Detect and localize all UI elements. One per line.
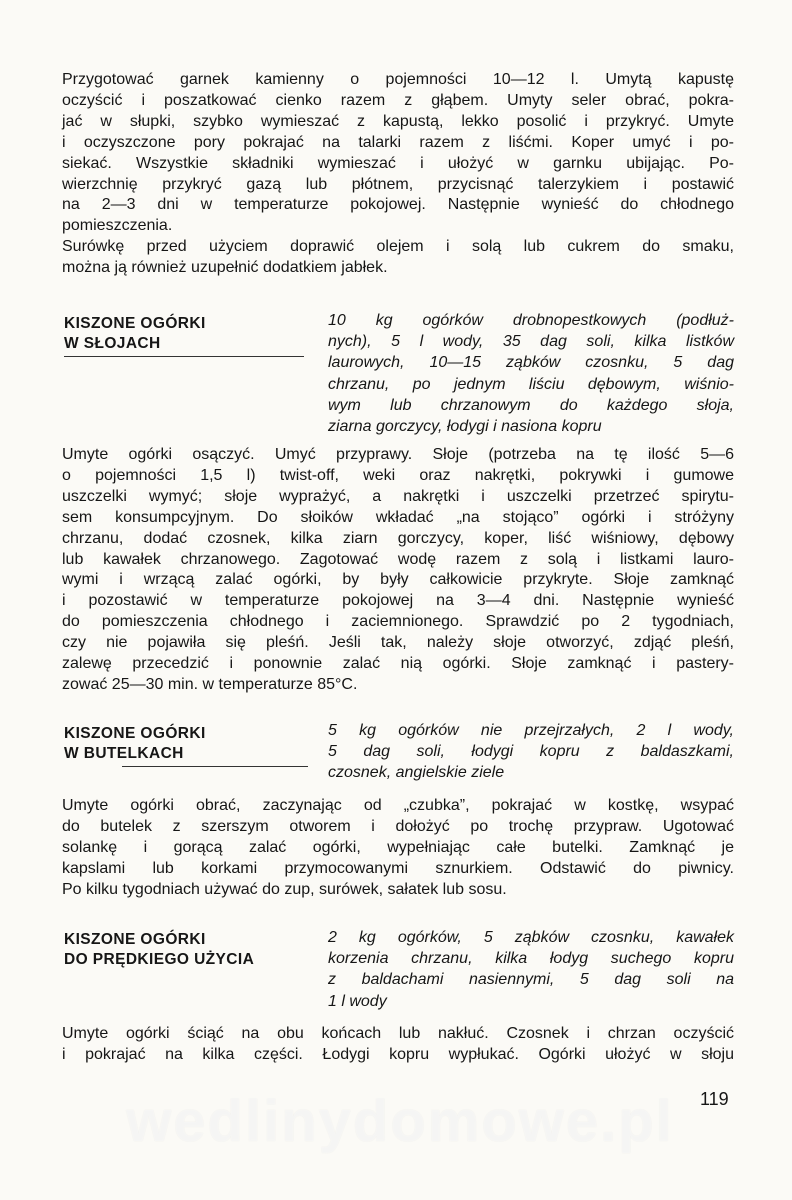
text-line: Przygotować garnek kamienny o pojemności 10—12 l. Umytą kapustę — [62, 71, 734, 88]
ingredients-list — [328, 927, 734, 1012]
text-line: zalewę przecedzić i ponownie zalać nią ogórki. Słoje zamknąć i pastery- — [62, 655, 734, 673]
text-line: i pokrajać na kilka części. Łodygi kopru wypłukać. Ogórki ułożyć w słoju — [62, 1045, 734, 1063]
text-line: Umyte ogórki obrać, zaczynając od „czubka”, pokrajać w kostkę, wsypać — [62, 797, 734, 814]
recipe-title-line: W SŁOJACH — [64, 335, 161, 352]
text-line: Po kilku tygodniach używać do zup, surówek, sałatek lub sosu. — [62, 880, 507, 898]
text-line: Umyte ogórki ściąć na obu końcach lub nakłuć. Czosnek i chrzan oczyścić — [62, 1025, 734, 1042]
title-underline — [122, 766, 308, 767]
text-line: Umyte ogórki osączyć. Umyć przyprawy. Słoje (potrzeba na tę ilość 5—6 — [62, 446, 734, 463]
ingredients-line: wym lub chrzanowym do każdego słoja, — [328, 396, 734, 414]
ingredients-line: 5 dag soli, łodygi kopru z baldaszkami, — [328, 743, 734, 761]
text-line: oczyścić i poszatkować cienko razem z głąbem. Umyty seler obrać, pokra- — [62, 91, 734, 109]
ingredients-line: ziarna gorczycy, łodygi i nasiona kopru — [328, 418, 602, 436]
text-line: o pojemności 1,5 l) twist-off, weki oraz nakrętki, pokrywki i gumowe — [62, 466, 734, 484]
recipe-title-line: KISZONE OGÓRKI — [64, 725, 206, 742]
recipe-title — [64, 724, 308, 764]
text-line: i oczyszczone pory pokrajać na talarki razem z liśćmi. Koper umyć i po- — [62, 133, 734, 151]
text-line: lub kawałek chrzanowego. Zagotować wodę razem z solą i listkami lauro- — [62, 550, 734, 568]
ingredients-line: nych), 5 l wody, 35 dag soli, kilka listków — [328, 333, 734, 351]
ingredients-line: 5 kg ogórków nie przejrzałych, 2 l wody, — [328, 722, 734, 739]
recipe-title — [64, 930, 308, 970]
title-underline — [64, 356, 304, 357]
recipe-body — [62, 796, 734, 901]
text-line: uszczelki wymyć; słoje wyprażyć, a nakrętki i uszczelki przetrzeć spirytu- — [62, 487, 734, 505]
text-line: chrzanu, dodać czosnek, kilka ziarn gorczycy, koper, liść wiśniowy, dębowy — [62, 529, 734, 547]
text-line: do pomieszczenia chłodnego i zaciemnionego. Sprawdzić po 2 tygodniach, — [62, 613, 734, 631]
ingredients-line: laurowych, 10—15 ząbków czosnku, 5 dag — [328, 354, 734, 372]
text-line: na 2—3 dni w temperaturze pokojowej. Następnie wynieść do chłodnego — [62, 196, 734, 214]
text-line: sem konsumpcyjnym. Do słoików wkładać „na stojąco” ogórki i stróżyny — [62, 508, 734, 526]
intro-paragraph — [62, 70, 734, 279]
ingredients-line: 10 kg ogórków drobnopestkowych (podłuż- — [328, 312, 734, 329]
text-line: jać w słupki, szybko wymieszać z kapustą, lekko posolić i przykryć. Umyte — [62, 112, 734, 130]
page-number: 119 — [700, 1089, 729, 1109]
text-line: Surówkę przed użyciem doprawić olejem i solą lub cukrem do smaku, — [62, 238, 734, 256]
text-line: wierzchnię przykryć gazą lub płótnem, przycisnąć talerzykiem i postawić — [62, 175, 734, 193]
recipe-title-line: KISZONE OGÓRKI — [64, 315, 206, 332]
recipe-title-line: KISZONE OGÓRKI — [64, 931, 206, 948]
watermark: wedlinydomowe.pl — [126, 1089, 674, 1154]
ingredients-list — [328, 310, 734, 437]
text-line: można ją również uzupełnić dodatkiem jabłek. — [62, 259, 388, 277]
ingredients-line: chrzanu, po jednym liściu dębowym, wiśnio- — [328, 375, 734, 393]
recipe-title-line: W BUTELKACH — [64, 745, 184, 762]
ingredients-line: korzenia chrzanu, kilka łodyg suchego kopru — [328, 950, 734, 968]
ingredients-line: z baldachami nasiennymi, 5 dag soli na — [328, 971, 734, 989]
text-line: kapslami lub korkami przymocowanymi sznurkiem. Odstawić do piwnicy. — [62, 859, 734, 877]
recipe-title-line: DO PRĘDKIEGO UŻYCIA — [64, 951, 255, 968]
ingredients-line: czosnek, angielskie ziele — [328, 764, 505, 782]
ingredients-list — [328, 720, 734, 784]
ingredients-line: 2 kg ogórków, 5 ząbków czosnku, kawałek — [328, 929, 734, 946]
text-line: i pozostawić w temperaturze pokojowej na 3—4 dni. Następnie wynieść — [62, 592, 734, 610]
recipe-body — [62, 445, 734, 696]
text-line: zować 25—30 min. w temperaturze 85°C. — [62, 675, 358, 693]
ingredients-line: 1 l wody — [328, 992, 387, 1010]
text-line: wymi i wrzącą zalać ogórki, by były całkowicie przykryte. Słoje zamknąć — [62, 571, 734, 589]
text-line: pomieszczenia. — [62, 217, 173, 235]
recipe-title — [64, 314, 308, 354]
text-line: solankę i gorącą zalać ogórki, wypełniając całe butelki. Zamknąć je — [62, 838, 734, 856]
recipe-body — [62, 1024, 734, 1066]
text-line: czy nie pojawiła się pleśń. Jeśli tak, należy słoje otworzyć, zdjąć pleśń, — [62, 634, 734, 652]
text-line: do butelek z szerszym otworem i dołożyć po trochę przypraw. Ugotować — [62, 817, 734, 835]
text-line: siekać. Wszystkie składniki wymieszać i ułożyć w garnku ubijając. Po- — [62, 154, 734, 172]
